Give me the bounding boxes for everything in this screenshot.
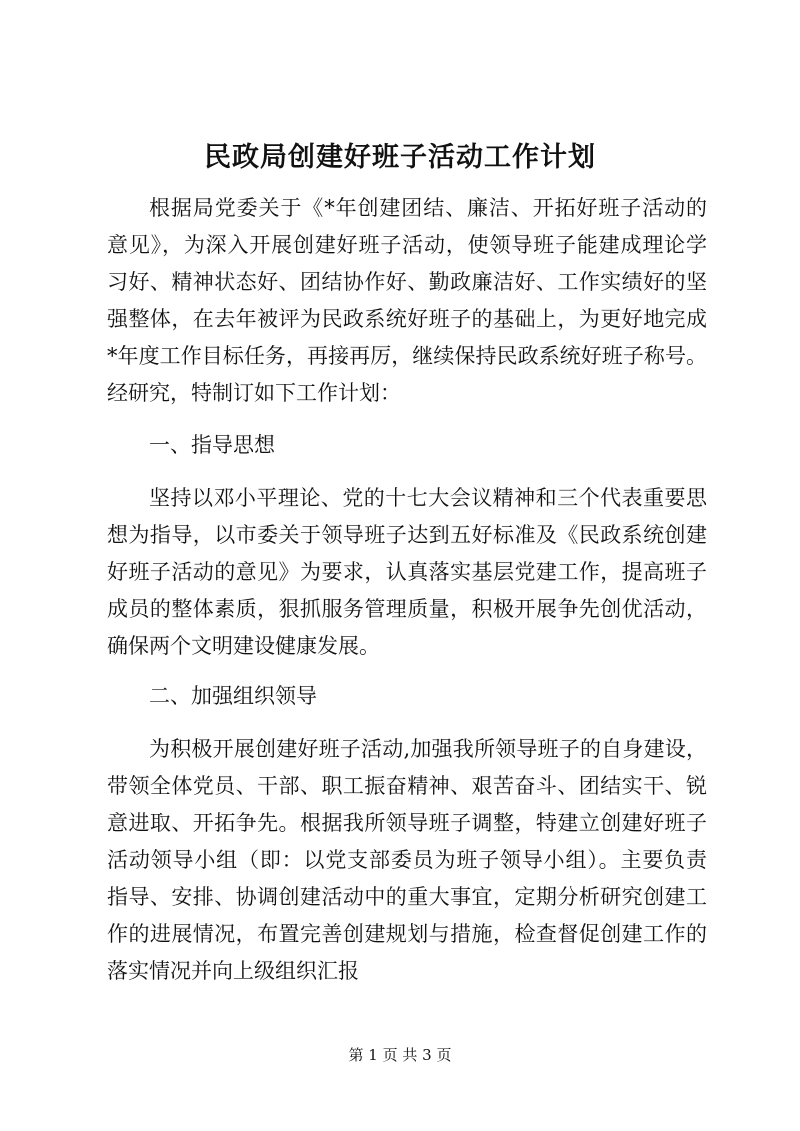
paragraph-line: 习好、精神状态好、团结协作好、勤政廉洁好、工作实绩好的坚 <box>107 270 707 294</box>
paragraph-line: 指导、安排、协调创建活动中的重大事宜，定期分析研究创建工 <box>107 885 707 909</box>
section-heading: 一、指导思想 <box>149 433 275 457</box>
paragraph-line: 根据局党委关于《*年创建团结、廉洁、开拓好班子活动的 <box>149 196 707 220</box>
paragraph-line: 强整体，在去年被评为民政系统好班子的基础上，为更好地完成 <box>107 307 707 331</box>
paragraph-line: 落实情况并向上级组织汇报 <box>107 959 359 983</box>
paragraph-line: 好班子活动的意见》为要求，认真落实基层党建工作，提高班子 <box>107 560 707 584</box>
paragraph-line: 作的进展情况，布置完善创建规划与措施，检查督促创建工作的 <box>107 922 707 946</box>
paragraph-line: 意进取、开拓争先。根据我所领导班子调整，特建立创建好班子 <box>107 811 707 835</box>
paragraph-line: 坚持以邓小平理论、党的十七大会议精神和三个代表重要思 <box>149 486 707 510</box>
paragraph-line: 确保两个文明建设健康发展。 <box>107 634 380 658</box>
paragraph-line: 想为指导，以市委关于领导班子达到五好标准及《民政系统创建 <box>107 523 707 547</box>
section-heading: 二、加强组织领导 <box>149 684 317 708</box>
paragraph-line: 成员的整体素质，狠抓服务管理质量，积极开展争先创优活动， <box>107 597 707 621</box>
page-footer: 第 1 页 共 3 页 <box>348 1046 452 1064</box>
paragraph-line: 活动领导小组（即：以党支部委员为班子领导小组）。主要负责 <box>107 848 707 872</box>
document-title: 民政局创建好班子活动工作计划 <box>204 142 596 173</box>
paragraph-line: *年度工作目标任务，再接再厉，继续保持民政系统好班子称号。 <box>107 344 707 368</box>
paragraph-line: 带领全体党员、干部、职工振奋精神、艰苦奋斗、团结实干、锐 <box>107 774 707 798</box>
paragraph-line: 经研究，特制订如下工作计划： <box>107 381 401 405</box>
paragraph-line: 为积极开展创建好班子活动,加强我所领导班子的自身建设， <box>149 737 707 761</box>
paragraph-line: 意见》，为深入开展创建好班子活动，使领导班子能建成理论学 <box>107 233 707 257</box>
